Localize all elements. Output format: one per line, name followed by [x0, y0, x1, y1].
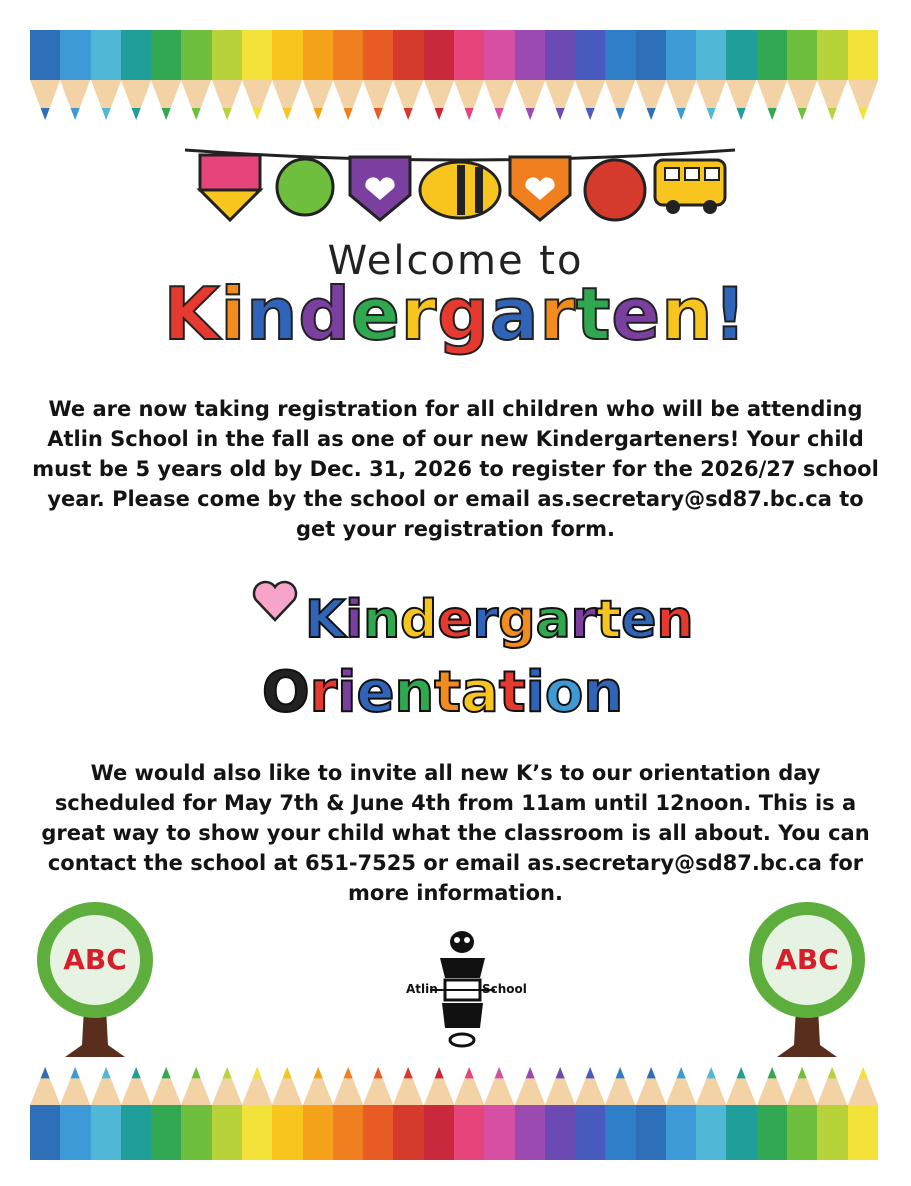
bunting-banner [175, 135, 745, 230]
pencil-icon [757, 30, 787, 125]
pencil-icon [181, 30, 211, 125]
bottom-pencil-border [30, 1060, 878, 1160]
top-pencil-border [30, 30, 878, 125]
pencil-icon [484, 1075, 514, 1160]
pencil-icon [515, 1068, 545, 1160]
school-bus-icon [655, 160, 725, 214]
green-apple-icon [277, 159, 333, 215]
heart-icon [250, 578, 300, 624]
pencil-icon [848, 1081, 878, 1160]
pencil-icon [212, 1078, 242, 1160]
pencil-icon [363, 1073, 393, 1160]
pencil-icon [484, 30, 514, 125]
pencil-icon [151, 1062, 181, 1160]
pencil-icon [726, 1079, 756, 1160]
pencil-icon [242, 1071, 272, 1160]
pencil-icon [393, 1066, 423, 1160]
pencil-icon [91, 1076, 121, 1160]
pencil-icon [121, 1069, 151, 1160]
pencil-icon [454, 30, 484, 125]
pencil-icon [424, 1089, 454, 1160]
registration-paragraph: We are now taking registration for all children who will be attending Atlin School in the fall as one of our new Kindergarteners! Your child must be 5 years old by Dec. 31, 2026 to register for the 2026/27 school year. Please come by the school or email as.secretary@sd87.bc.ca to get your registration form. [32, 397, 879, 541]
tree-icon [30, 895, 160, 1065]
pencil-icon [605, 1077, 635, 1160]
pencil-icon [636, 1070, 666, 1160]
pencil-icon [212, 30, 242, 125]
abc-label: ABC [775, 943, 839, 976]
purple-heart-flag-icon [350, 157, 410, 220]
pencil-icon [333, 1080, 363, 1160]
orange-heart-flag-icon [510, 157, 570, 220]
red-apple-icon [585, 160, 645, 220]
atlin-school-logo [400, 928, 535, 1053]
pencil-icon [272, 1064, 302, 1160]
pencil-icon [333, 30, 363, 125]
abc-tree-right [742, 895, 872, 1065]
pencil-icon [636, 30, 666, 125]
kindergarten-title: Kindergarten! [163, 272, 748, 356]
welcome-text: Welcome to [327, 238, 584, 284]
pencil-icon [605, 30, 635, 125]
pencil-icon [242, 30, 272, 125]
pencil-icon [60, 1083, 90, 1160]
pencil-icon [424, 30, 454, 125]
pencil-icon [151, 30, 181, 125]
pencil-icon [696, 30, 726, 125]
pencil-icon [545, 30, 575, 125]
pencil-icon [817, 1088, 847, 1160]
logo-word-right: School [482, 982, 527, 996]
pencil-icon [181, 1085, 211, 1160]
logo-word-left: Atlin [406, 982, 438, 996]
pencil-icon [515, 30, 545, 125]
pencil-icon [848, 30, 878, 125]
pencil-icon [303, 1087, 333, 1160]
pencil-icon [272, 30, 302, 125]
pencil-icon [575, 1084, 605, 1160]
pencil-icon [666, 1063, 696, 1160]
pencil-icon [454, 1082, 484, 1160]
abc-label: ABC [63, 943, 127, 976]
pencil-icon [787, 1065, 817, 1160]
pencil-icon [30, 1090, 60, 1160]
pencil-icon [30, 30, 60, 125]
pencil-icon [303, 30, 333, 125]
pencil-icon [666, 30, 696, 125]
abc-tree-left [30, 895, 160, 1065]
orientation-paragraph: We would also like to invite all new K’s to our orientation day scheduled for May 7th & June 4th from 11am until 12noon. This is a great way to show your child what the classroom is all about. You can contact the school at 651-7525 or email as.secretary@sd87.bc.ca for more information. [41, 761, 870, 905]
orientation-title-line2: Orientation [262, 660, 624, 725]
pencil-icon [757, 1072, 787, 1160]
pencil-icon [696, 1086, 726, 1160]
pencil-icon [91, 30, 121, 125]
pencil-icon [60, 30, 90, 125]
pencil-icon [726, 30, 756, 125]
orientation-title-line1: Kindergarten [305, 590, 694, 650]
pencil-icon [121, 30, 151, 125]
pencil-icon [393, 30, 423, 125]
pencil-flag-icon [200, 155, 260, 220]
orientation-graphic [250, 578, 694, 738]
pencil-icon [817, 30, 847, 125]
tree-icon [742, 895, 872, 1065]
pencil-icon [575, 30, 605, 125]
pencil-icon [545, 1061, 575, 1160]
pencil-icon [363, 30, 393, 125]
bee-icon [420, 162, 500, 218]
pencil-icon [787, 30, 817, 125]
